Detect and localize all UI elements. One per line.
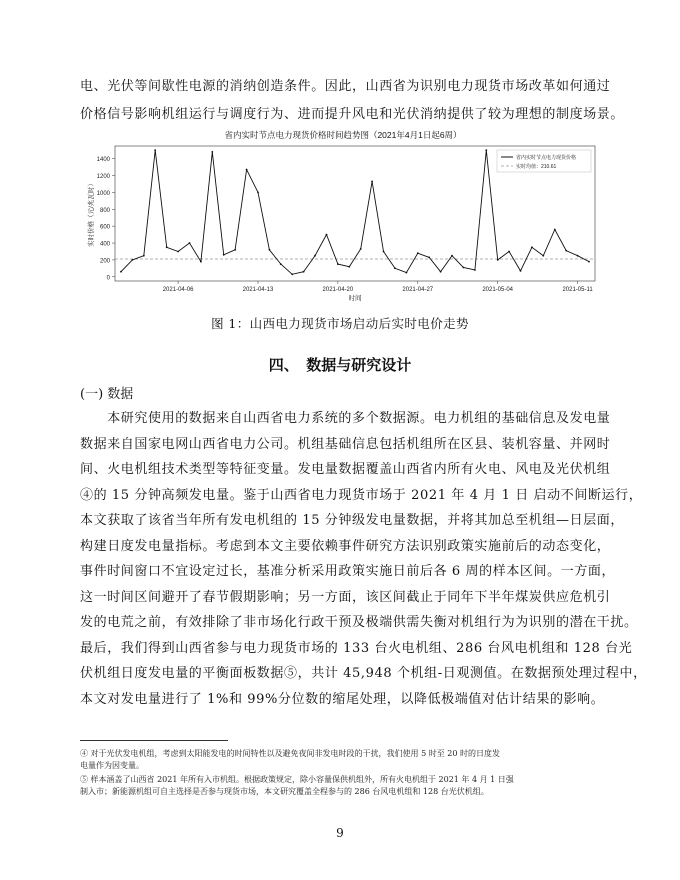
price-point — [554, 229, 556, 231]
subsection-heading: (一) 数据 — [80, 387, 134, 402]
section-heading: 四、 数据与研究设计 — [268, 356, 412, 374]
x-tick-label: 2021-05-04 — [482, 287, 514, 293]
price-point — [189, 242, 191, 244]
price-point — [497, 259, 499, 261]
paragraph-line: 这一时间区间避开了春节假期影响；另一方面，该区间截止于同年下半年煤炭供应危机引 — [80, 589, 611, 605]
price-point — [120, 271, 122, 273]
footnote-line: 电量作为因变量。 — [80, 761, 144, 770]
paragraph-line: 本研究使用的数据来自山西省电力系统的多个数据源。电力机组的基础信息及发电量 — [80, 411, 611, 426]
price-point — [348, 266, 350, 268]
x-tick-label: 2021-04-20 — [322, 287, 354, 293]
x-tick-label: 2021-04-27 — [402, 287, 434, 293]
y-tick-label: 800 — [99, 207, 110, 214]
price-point — [257, 192, 259, 194]
price-point — [588, 261, 590, 263]
y-tick-label: 600 — [99, 224, 110, 231]
figure-caption: 图 1：山西电力现货市场启动后实时电价走势 — [211, 316, 469, 331]
price-point — [143, 255, 145, 257]
paragraph-line: 间、火电机组技术类型等特征变量。发电量数据覆盖山西省内所有火电、风电及光伏机组 — [80, 462, 611, 477]
price-point — [360, 248, 362, 250]
y-tick-label: 0 — [106, 275, 110, 282]
price-point — [463, 267, 465, 269]
paragraph-line: 数据来自国家电网山西省电力公司。机组基础信息包括机组所在区县、装机容量、并网时 — [80, 436, 611, 452]
x-tick-label: 2021-04-13 — [242, 287, 274, 293]
price-point — [177, 251, 179, 253]
footnote-line: 制入市；新能源机组可自主选择是否参与现货市场，本文研究覆盖全程参与的 286 台风电机组和 128 台光伏机组。 — [80, 787, 489, 796]
paragraph-line: 本文获取了该省当年所有发电机组的 15 分钟级发电量数据，并将其加总至机组—日层面， — [80, 513, 625, 528]
price-trend-chart — [83, 126, 603, 304]
price-point — [337, 263, 339, 265]
y-tick-label: 1200 — [96, 174, 110, 181]
price-point — [132, 259, 134, 261]
price-point — [428, 257, 430, 259]
price-point — [371, 181, 373, 183]
y-axis-label: 实时价格（元/兆瓦时） — [88, 180, 95, 247]
price-point — [565, 250, 567, 252]
price-point — [234, 249, 236, 251]
price-point — [531, 246, 533, 248]
paragraph-line: 构建日度发电量指标。考虑到本文主要依赖事件研究方法识别政策实施前后的动态变化， — [80, 538, 611, 554]
price-point — [474, 269, 476, 271]
price-point — [508, 251, 510, 253]
intro-line: 电、光伏等间歇性电源的消纳创造条件。因此，山西省为识别电力现货市场改革如何通过 — [80, 79, 611, 94]
price-point — [200, 261, 202, 263]
price-point — [485, 149, 487, 151]
price-point — [383, 251, 385, 253]
y-tick-label: 200 — [99, 258, 110, 265]
price-point — [223, 254, 225, 256]
price-point — [154, 149, 156, 151]
price-point — [303, 271, 305, 273]
price-point — [211, 151, 213, 153]
y-tick-label: 1000 — [96, 190, 110, 197]
price-point — [291, 273, 293, 275]
paragraph-line: 伏机组日度发电量的平衡面板数据⑤，共计 45,948 个机组-日观测值。在数据预处理过程中， — [80, 666, 647, 681]
price-point — [451, 255, 453, 257]
legend-mean-label: 实时均值：210.61 — [516, 164, 557, 170]
paragraph-line: 最后，我们得到山西省参与电力现货市场的 133 台火电机组、286 台风电机组和 128 台光 — [80, 640, 633, 656]
price-point — [417, 252, 419, 254]
y-tick-label: 400 — [99, 241, 110, 248]
paragraph-line: 事件时间窗口不宜设定过长，基准分析采用政策实施日前后各 6 周的样本区间。一方面， — [80, 564, 616, 579]
x-tick-label: 2021-05-11 — [562, 287, 593, 293]
paragraph-line: ④的 15 分钟高频发电量。鉴于山西省电力现货市场于 2021 年 4 月 1 日 启动不间断运行， — [80, 487, 643, 503]
intro-line: 价格信号影响机组运行与调度行为、进而提升风电和光伏消纳提供了较为理想的制度场景。 — [80, 107, 625, 122]
price-point — [280, 263, 282, 265]
footnote-line: ④ 对于光伏发电机组，考虑到太阳能发电的时间特性以及避免夜间非发电时段的干扰，我们使用 5 时至 20 时的日度发 — [80, 749, 500, 758]
price-point — [166, 246, 168, 248]
price-point — [246, 169, 248, 171]
x-axis-label: 时间 — [348, 295, 362, 302]
legend-series-label: 省内实时节点电力现货价格 — [516, 155, 577, 161]
price-point — [326, 234, 328, 236]
price-point — [542, 255, 544, 257]
y-tick-label: 1400 — [96, 157, 110, 164]
paragraph-line: 发的电荒之前，有效排除了非市场化行政干预及极端供需失衡对机组行为为识别的潜在干扰。 — [80, 615, 638, 630]
page-number: 9 — [336, 826, 344, 840]
price-point — [577, 255, 579, 257]
x-tick-label: 2021-04-06 — [162, 287, 194, 293]
price-point — [520, 270, 522, 272]
price-point — [269, 249, 271, 251]
price-point — [394, 267, 396, 269]
footnote-line: ⑤ 样本涵盖了山西省 2021 年所有入市机组。根据政策规定，除小容量保供机组外，所有火电机组于 2021 年 4 月 1 日强 — [80, 775, 514, 784]
price-point — [406, 272, 408, 274]
price-point — [314, 255, 316, 257]
price-point — [440, 271, 442, 273]
chart-title: 省内实时节点电力现货价格时间趋势图（2021年4月1日起6周） — [224, 130, 462, 140]
paragraph-line: 本文对发电量进行了 1%和 99%分位数的缩尾处理，以降低极端值对估计结果的影响。 — [80, 691, 605, 707]
footnote-rule — [80, 740, 228, 741]
